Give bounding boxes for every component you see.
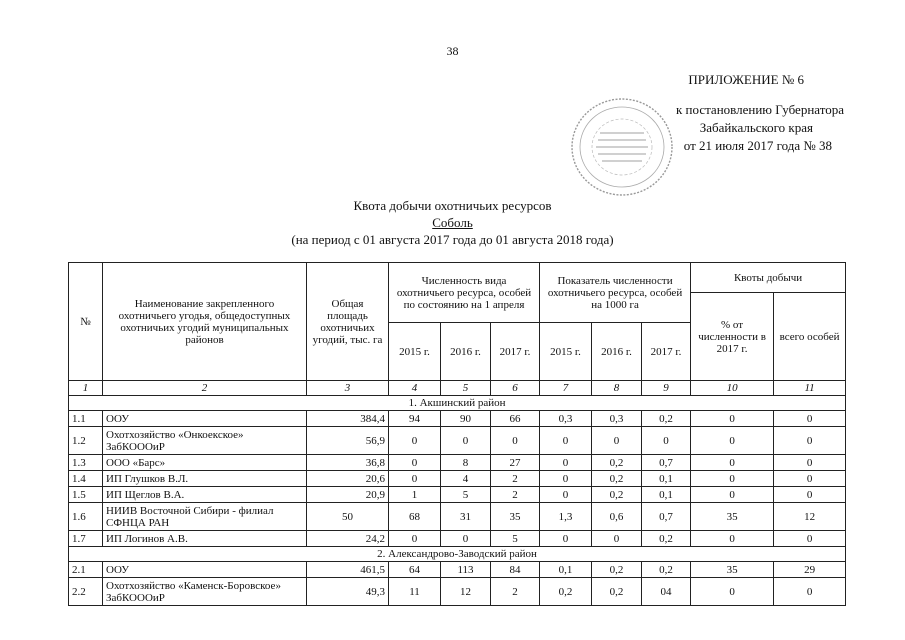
- appendix-region-line: Забайкальского края: [699, 120, 813, 135]
- cell-den-2016: 0,2: [592, 562, 642, 578]
- cell-pop-2016: 12: [441, 578, 491, 606]
- cell-quota-pct: 0: [691, 487, 774, 503]
- cell-den-2017: 0,1: [642, 471, 691, 487]
- table-row: [69, 562, 846, 578]
- cell-pop-2015: 68: [389, 503, 441, 531]
- cell-den-2017: 0: [642, 427, 691, 455]
- cell-num: 1.3: [69, 455, 103, 471]
- cell-pop-2017: 2: [491, 471, 540, 487]
- table-row: [69, 455, 846, 471]
- cell-quota-total: 0: [774, 578, 846, 606]
- cell-den-2015: 0: [540, 455, 592, 471]
- section-title: 2. Александрово-Заводский район: [69, 547, 846, 562]
- cell-num: 2.1: [69, 562, 103, 578]
- header-quota-percent: % от численности в 2017 г.: [691, 293, 774, 381]
- header-population: Численность вида охотничьего ресурса, особей по состоянию на 1 апреля: [389, 263, 540, 323]
- column-number: 1: [69, 381, 103, 396]
- cell-pop-2016: 5: [441, 487, 491, 503]
- column-number: 3: [307, 381, 389, 396]
- cell-den-2016: 0,2: [592, 487, 642, 503]
- header-num: №: [69, 263, 103, 381]
- cell-name: ООУ: [103, 411, 307, 427]
- header-population-2016: 2016 г.: [441, 323, 491, 381]
- cell-name: НИИВ Восточной Сибири - филиал СФНЦА РАН: [103, 503, 307, 531]
- column-number: 11: [774, 381, 846, 396]
- column-number: 2: [103, 381, 307, 396]
- document-period: (на период с 01 августа 2017 года до 01 августа 2018 года): [291, 232, 614, 247]
- cell-quota-total: 0: [774, 487, 846, 503]
- cell-quota-total: 0: [774, 455, 846, 471]
- cell-pop-2015: 0: [389, 455, 441, 471]
- cell-quota-pct: 0: [691, 455, 774, 471]
- cell-pop-2015: 0: [389, 531, 441, 547]
- cell-num: 2.2: [69, 578, 103, 606]
- table-row: [69, 427, 846, 455]
- column-number: 7: [540, 381, 592, 396]
- header-density-2016: 2016 г.: [592, 323, 642, 381]
- cell-pop-2015: 0: [389, 471, 441, 487]
- cell-pop-2016: 90: [441, 411, 491, 427]
- cell-den-2016: 0,3: [592, 411, 642, 427]
- cell-pop-2017: 0: [491, 427, 540, 455]
- header-area: Общая площадь охотничьих угодий, тыс. га: [307, 263, 389, 381]
- cell-name: ИП Логинов А.В.: [103, 531, 307, 547]
- cell-name: ООУ: [103, 562, 307, 578]
- cell-quota-total: 0: [774, 427, 846, 455]
- column-number-row: [69, 381, 846, 396]
- cell-quota-pct: 0: [691, 471, 774, 487]
- cell-area: 56,9: [307, 427, 389, 455]
- cell-den-2015: 0,2: [540, 578, 592, 606]
- header-quota-total: всего особей: [774, 293, 846, 381]
- appendix-title: ПРИЛОЖЕНИЕ № 6: [688, 72, 804, 87]
- cell-den-2016: 0,6: [592, 503, 642, 531]
- cell-den-2016: 0,2: [592, 578, 642, 606]
- cell-area: 50: [307, 503, 389, 531]
- cell-den-2016: 0: [592, 531, 642, 547]
- cell-den-2017: 0,2: [642, 531, 691, 547]
- cell-den-2017: 0,1: [642, 487, 691, 503]
- document-title: Квота добычи охотничьих ресурсов: [353, 198, 552, 213]
- table-row: [69, 487, 846, 503]
- cell-den-2015: 0,3: [540, 411, 592, 427]
- cell-pop-2015: 94: [389, 411, 441, 427]
- cell-pop-2015: 64: [389, 562, 441, 578]
- cell-pop-2017: 2: [491, 578, 540, 606]
- cell-num: 1.2: [69, 427, 103, 455]
- cell-area: 36,8: [307, 455, 389, 471]
- cell-den-2015: 0: [540, 471, 592, 487]
- table-row: [69, 531, 846, 547]
- header-density-2017: 2017 г.: [642, 323, 691, 381]
- official-seal-stamp: [556, 91, 694, 201]
- cell-area: 384,4: [307, 411, 389, 427]
- column-number: 10: [691, 381, 774, 396]
- cell-quota-pct: 0: [691, 531, 774, 547]
- cell-pop-2016: 0: [441, 531, 491, 547]
- cell-den-2016: 0,2: [592, 471, 642, 487]
- cell-quota-total: 29: [774, 562, 846, 578]
- cell-den-2015: 1,3: [540, 503, 592, 531]
- cell-pop-2017: 5: [491, 531, 540, 547]
- cell-den-2015: 0: [540, 487, 592, 503]
- header-quota: Квоты добычи: [691, 263, 846, 293]
- cell-name: Охотхозяйство «Онкоекское» ЗабКОООиР: [103, 427, 307, 455]
- cell-pop-2016: 0: [441, 427, 491, 455]
- cell-pop-2016: 4: [441, 471, 491, 487]
- document-subtitle-wrap: [0, 214, 905, 231]
- cell-quota-total: 0: [774, 471, 846, 487]
- cell-pop-2017: 35: [491, 503, 540, 531]
- column-number: 4: [389, 381, 441, 396]
- cell-name: ИП Глушков В.Л.: [103, 471, 307, 487]
- table-row: [69, 503, 846, 531]
- cell-den-2015: 0: [540, 531, 592, 547]
- cell-den-2015: 0: [540, 427, 592, 455]
- cell-area: 24,2: [307, 531, 389, 547]
- section-title: 1. Акшинский район: [69, 396, 846, 411]
- column-number: 5: [441, 381, 491, 396]
- cell-name: Охотхозяйство «Каменск-Боровское» ЗабКОООиР: [103, 578, 307, 606]
- cell-pop-2017: 84: [491, 562, 540, 578]
- cell-quota-total: 12: [774, 503, 846, 531]
- cell-area: 20,9: [307, 487, 389, 503]
- appendix-date-line: от 21 июля 2017 года № 38: [683, 138, 832, 153]
- cell-den-2017: 0,7: [642, 455, 691, 471]
- cell-den-2015: 0,1: [540, 562, 592, 578]
- header-population-2017: 2017 г.: [491, 323, 540, 381]
- cell-pop-2015: 11: [389, 578, 441, 606]
- cell-pop-2015: 1: [389, 487, 441, 503]
- column-number: 9: [642, 381, 691, 396]
- cell-den-2017: 04: [642, 578, 691, 606]
- cell-quota-pct: 35: [691, 562, 774, 578]
- column-number: 6: [491, 381, 540, 396]
- cell-quota-pct: 0: [691, 578, 774, 606]
- cell-pop-2017: 27: [491, 455, 540, 471]
- cell-name: ООО «Барс»: [103, 455, 307, 471]
- document-subtitle: Соболь: [432, 215, 473, 230]
- cell-quota-pct: 35: [691, 503, 774, 531]
- column-number: 8: [592, 381, 642, 396]
- header-name: Наименование закрепленного охотничьего угодья, общедоступных охотничьих угодий муниципальных районов: [103, 263, 307, 381]
- cell-name: ИП Щеглов В.А.: [103, 487, 307, 503]
- cell-area: 461,5: [307, 562, 389, 578]
- appendix-reference-line: к постановлению Губернатора: [675, 102, 844, 117]
- cell-area: 49,3: [307, 578, 389, 606]
- header-population-2015: 2015 г.: [389, 323, 441, 381]
- cell-quota-total: 0: [774, 531, 846, 547]
- table-row: [69, 471, 846, 487]
- cell-num: 1.1: [69, 411, 103, 427]
- header-density-2015: 2015 г.: [540, 323, 592, 381]
- cell-num: 1.5: [69, 487, 103, 503]
- cell-pop-2016: 113: [441, 562, 491, 578]
- cell-quota-pct: 0: [691, 427, 774, 455]
- cell-area: 20,6: [307, 471, 389, 487]
- page-number: 38: [446, 44, 459, 58]
- cell-quota-total: 0: [774, 411, 846, 427]
- cell-pop-2017: 66: [491, 411, 540, 427]
- cell-den-2017: 0,2: [642, 562, 691, 578]
- table-row: [69, 411, 846, 427]
- cell-den-2017: 0,2: [642, 411, 691, 427]
- cell-pop-2017: 2: [491, 487, 540, 503]
- quota-table: [68, 262, 846, 606]
- cell-num: 1.7: [69, 531, 103, 547]
- cell-pop-2016: 31: [441, 503, 491, 531]
- table-row: [69, 578, 846, 606]
- cell-den-2016: 0,2: [592, 455, 642, 471]
- cell-num: 1.6: [69, 503, 103, 531]
- cell-den-2017: 0,7: [642, 503, 691, 531]
- header-density: Показатель численности охотничьего ресурса, особей на 1000 га: [540, 263, 691, 323]
- cell-quota-pct: 0: [691, 411, 774, 427]
- cell-num: 1.4: [69, 471, 103, 487]
- cell-den-2016: 0: [592, 427, 642, 455]
- cell-pop-2015: 0: [389, 427, 441, 455]
- cell-pop-2016: 8: [441, 455, 491, 471]
